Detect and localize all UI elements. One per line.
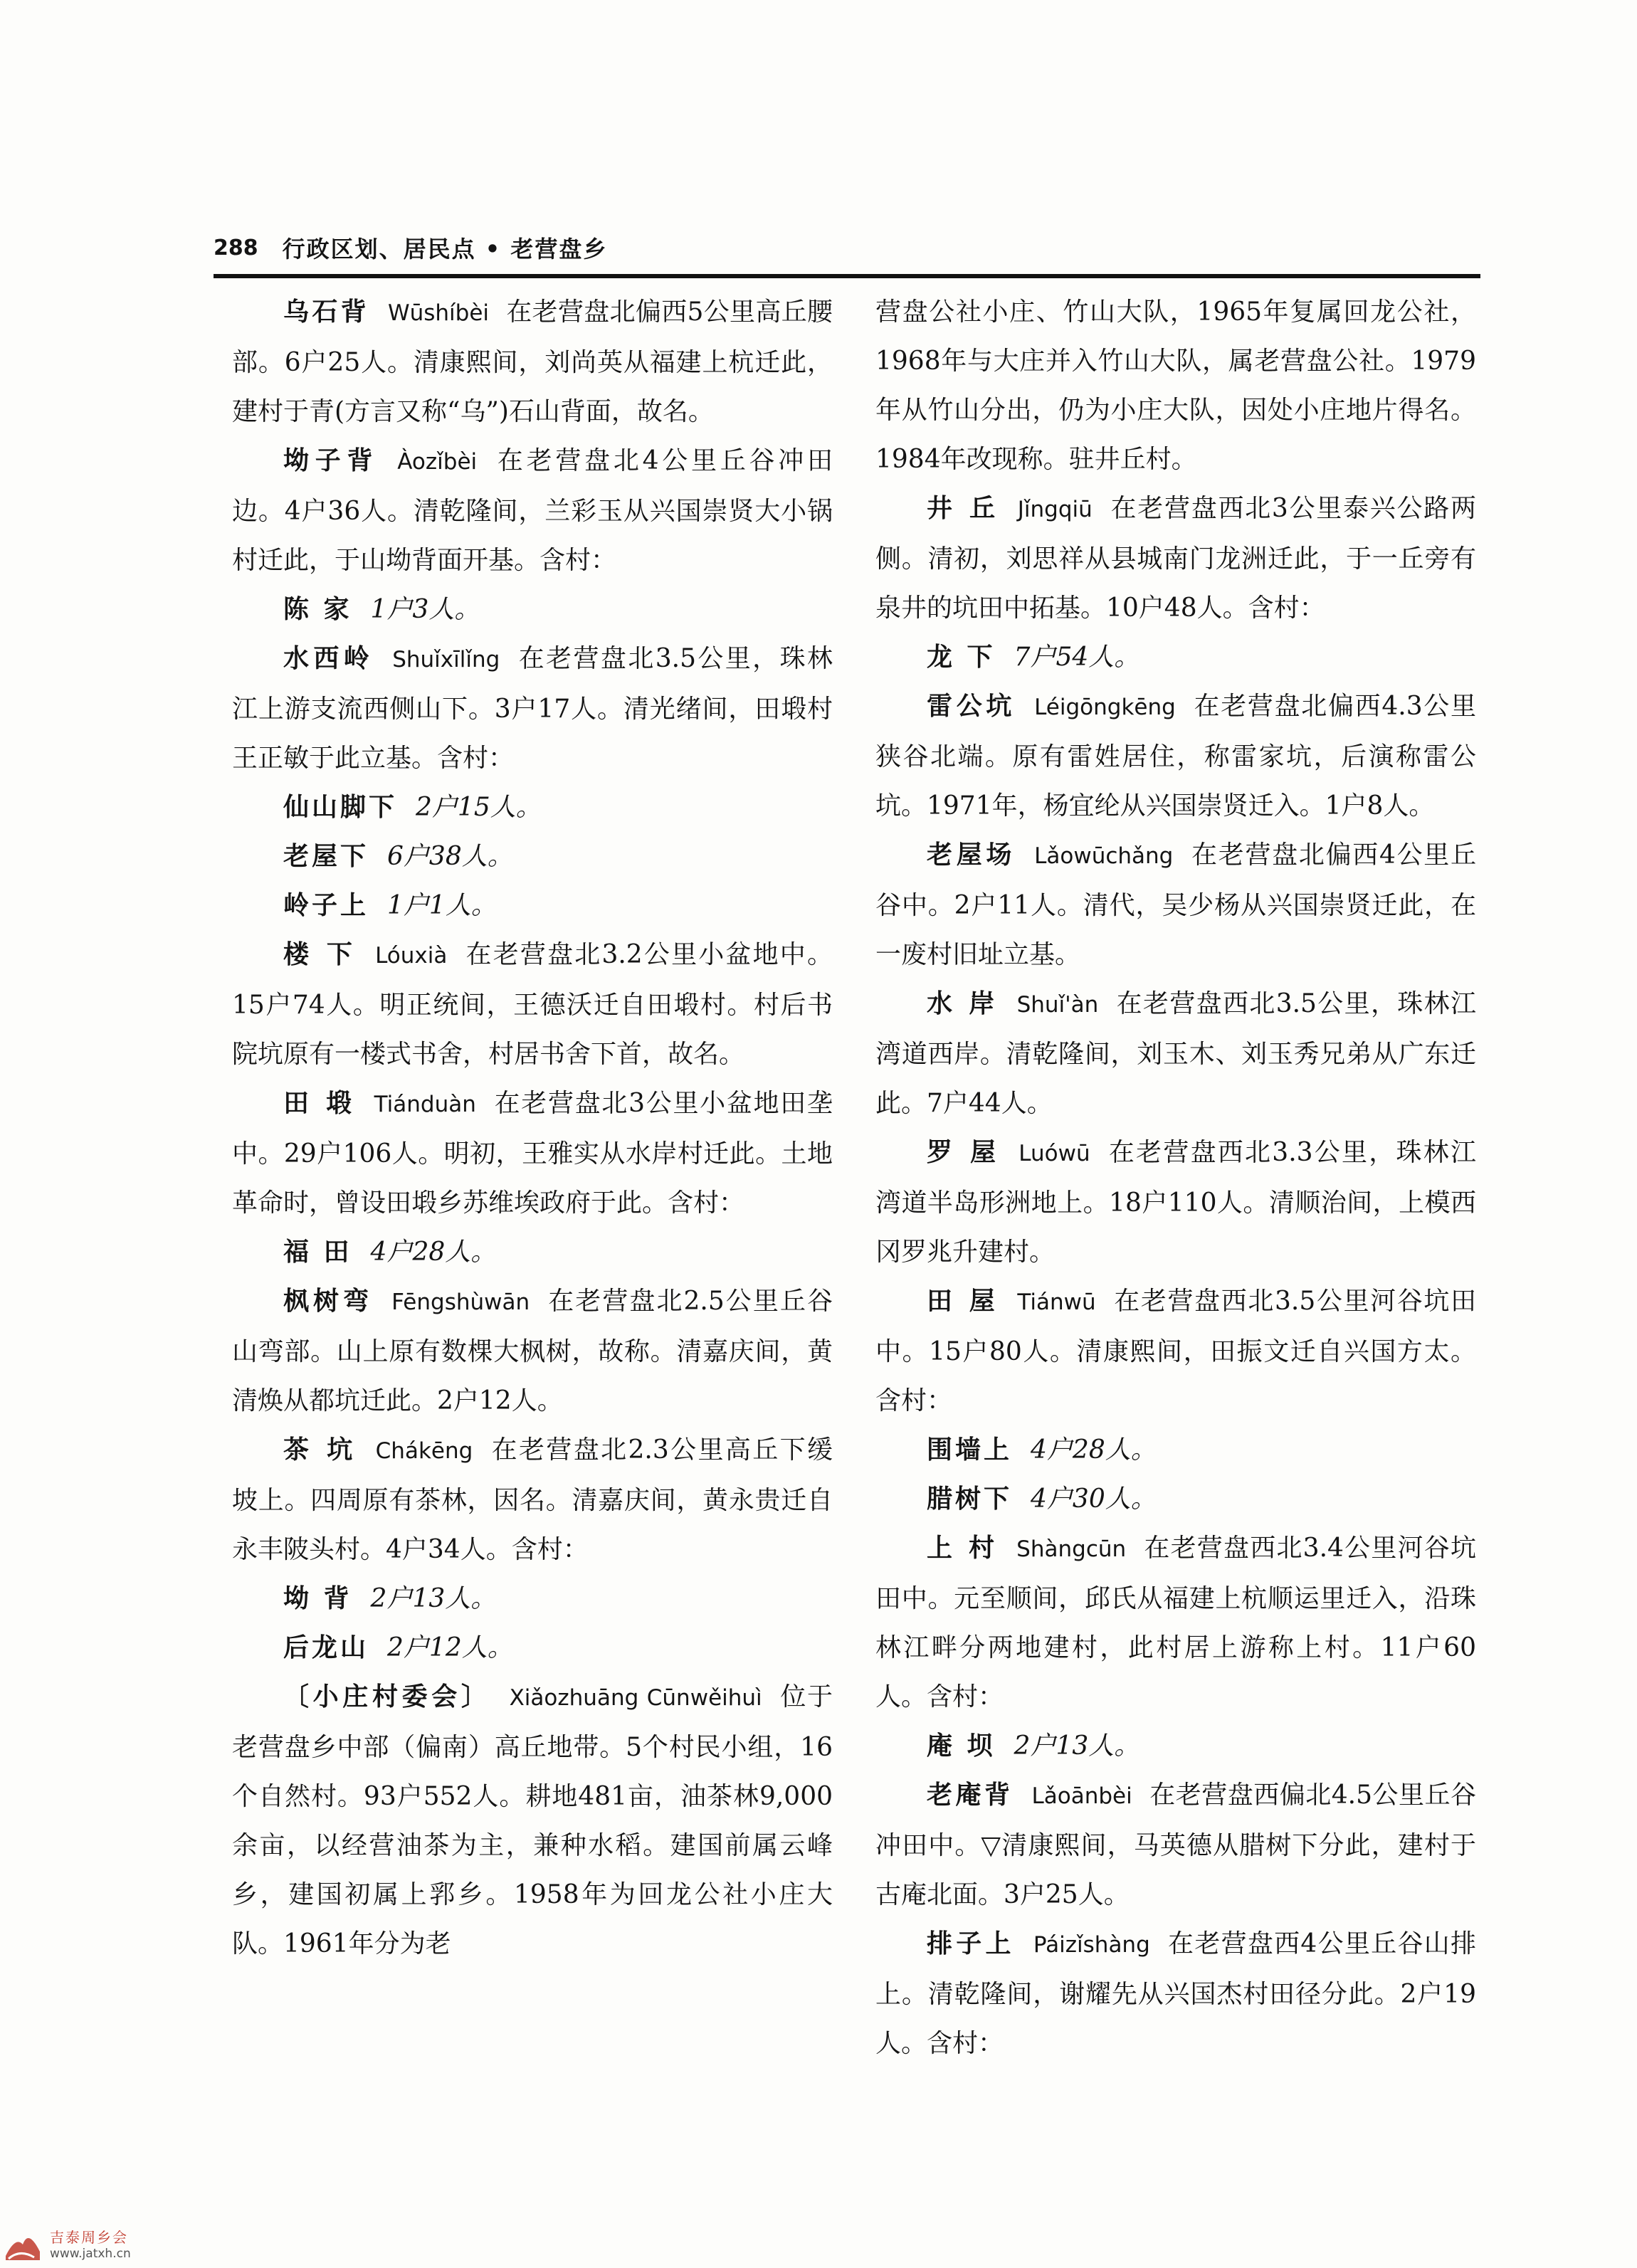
sub-village-entry	[875, 1425, 1476, 1475]
place-name: 水西岭	[283, 644, 374, 673]
place-name: 茶 坑	[283, 1435, 357, 1465]
place-entry	[875, 1128, 1476, 1277]
place-description: 在老营盘北2.5公里丘谷山弯部。山上原有数棵大枫树，故称。清嘉庆间，黄清焕从都坑迁此。2户12人。	[232, 1287, 833, 1415]
place-entry	[232, 1277, 833, 1425]
place-entry	[875, 1771, 1476, 1919]
household-count: 1户1人。	[387, 891, 497, 920]
place-description: 在老营盘北2.3公里高丘下缓坡上。四周原有茶林，因名。清嘉庆间，黄永贵迁自永丰陂头村。4户34人。含村：	[232, 1435, 833, 1564]
header-rule	[214, 274, 1480, 278]
place-name: 老屋场	[927, 840, 1016, 870]
sub-village-entry	[232, 832, 833, 881]
place-name: 上 村	[927, 1534, 999, 1563]
place-pinyin: Chákēng	[375, 1438, 473, 1464]
place-name: 楼 下	[283, 940, 357, 969]
watermark-title: 吉泰周乡会	[50, 2228, 128, 2246]
sub-village-entry	[232, 1574, 833, 1623]
place-entry	[232, 436, 833, 585]
sub-village-name: 围墙上	[927, 1435, 1013, 1465]
place-description: 在老营盘西北3.3公里，珠林江湾道半岛形洲地上。18户110人。清顺治间，上模西冈罗兆升建村。	[875, 1138, 1476, 1267]
continued-text: 营盘公社小庄、竹山大队，1965年复属回龙公社，1968年与大庄并入竹山大队，属老营盘公社。1979年从竹山分出，仍为小庄大队，因处小庄地片得名。1984年改现称。驻井丘村。	[875, 297, 1476, 474]
place-name: 井 丘	[927, 494, 999, 523]
place-entry	[232, 288, 833, 436]
household-count: 2户13人。	[370, 1584, 497, 1613]
place-description: 在老营盘西北3.5公里，珠林江湾道西岸。清乾隆间，刘玉木、刘玉秀兄弟从广东迁此。7户44人。	[875, 989, 1476, 1118]
place-entry	[875, 1524, 1476, 1721]
household-count: 1户3人。	[370, 595, 480, 624]
sub-village-entry	[232, 1623, 833, 1672]
watermark-url: www.jatxh.cn	[50, 2246, 131, 2261]
place-name: 田 屋	[927, 1287, 999, 1316]
place-pinyin: Páizǐshàng	[1033, 1932, 1150, 1958]
place-description: 在老营盘西4公里丘谷山排上。清乾隆间，谢耀先从兴国杰村田径分此。2户19人。含村：	[875, 1929, 1476, 2058]
sub-village-name: 仙山脚下	[283, 793, 398, 822]
place-pinyin: Àozǐbèi	[397, 449, 478, 475]
page-header	[214, 225, 1480, 270]
sub-village-name: 坳 背	[283, 1584, 352, 1613]
place-entry	[232, 634, 833, 783]
place-description: 位于老营盘乡中部（偏南）高丘地带。5个村民小组，16个自然村。93户552人。耕地481亩，油茶林9,000余亩，以经营油茶为主，兼种水稻。建国前属云峰乡，建国初属上郛乡。1958年为回龙公社小庄大队。1961年分为老	[232, 1682, 833, 1958]
sub-village-entry	[232, 881, 833, 930]
place-description: 在老营盘北4公里丘谷冲田边。4户36人。清乾隆间，兰彩玉从兴国崇贤大小锅村迁此，于山坳背面开基。含村：	[232, 446, 833, 575]
place-description: 在老营盘北3公里小盆地田垄中。29户106人。明初，王雅实从水岸村迁此。土地革命时，曾设田塅乡苏维埃政府于此。含村：	[232, 1089, 833, 1218]
place-entry	[232, 1079, 833, 1228]
place-description: 在老营盘西北3.4公里河谷坑田中。元至顺间，邱氏从福建上杭顺运里迁入，沿珠林江畔分两地建村，此村居上游称上村。11户60人。含村：	[875, 1534, 1476, 1711]
sub-village-name: 陈 家	[283, 595, 352, 624]
place-description: 在老营盘西偏北4.5公里丘谷冲田中。▽清康熙间，马英德从腊树下分此，建村于古庵北面。3户25人。	[875, 1781, 1476, 1909]
place-pinyin: Shuǐxīlǐng	[392, 647, 500, 673]
sub-village-name: 后龙山	[283, 1633, 369, 1662]
household-count: 7户54人。	[1014, 643, 1140, 672]
household-count: 4户30人。	[1031, 1484, 1157, 1514]
place-pinyin: Jǐngqiū	[1017, 497, 1093, 522]
place-pinyin: Shàngcūn	[1016, 1536, 1127, 1562]
place-entry	[875, 1277, 1476, 1425]
place-name: 坳子背	[283, 446, 379, 475]
sub-village-name: 老屋下	[283, 842, 369, 871]
household-count: 4户28人。	[370, 1238, 497, 1267]
household-count: 2户12人。	[387, 1633, 513, 1662]
place-description: 在老营盘西北3.5公里河谷坑田中。15户80人。清康熙间，田振文迁自兴国方太。含村：	[875, 1287, 1476, 1415]
place-name: 老庵背	[927, 1781, 1014, 1810]
sub-village-name: 岭子上	[283, 891, 369, 920]
sub-village-name: 龙 下	[927, 643, 996, 672]
place-entry	[875, 682, 1476, 830]
place-pinyin: Léigōngkēng	[1034, 695, 1176, 720]
place-pinyin: Shuǐ'àn	[1016, 992, 1099, 1018]
place-name: 枫树弯	[283, 1287, 374, 1316]
place-description: 在老营盘北偏西4公里丘谷中。2户11人。清代，吴少杨从兴国崇贤迁此，在一废村旧址立基。	[875, 840, 1476, 969]
right-column	[875, 288, 1476, 2068]
place-name: 〔小庄村委会〕	[283, 1682, 491, 1711]
place-entry	[875, 484, 1476, 633]
place-pinyin: Lǎowūchǎng	[1034, 843, 1174, 869]
place-description: 在老营盘北偏西5公里高丘腰部。6户25人。清康熙间，刘尚英从福建上杭迁此，建村于青(方言又称“乌”)石山背面，故名。	[232, 297, 833, 426]
sub-village-entry	[232, 585, 833, 634]
place-description: 在老营盘西北3公里泰兴公路两侧。清初，刘思祥从县城南门龙洲迁此，于一丘旁有泉井的坑田中拓基。10户48人。含村：	[875, 494, 1476, 623]
place-name: 排子上	[927, 1929, 1015, 1958]
place-entry	[875, 830, 1476, 979]
place-entry	[232, 1672, 833, 1968]
place-description: 在老营盘北3.5公里，珠林江上游支流西侧山下。3户17人。清光绪间，田塅村王正敏于此立基。含村：	[232, 644, 833, 773]
running-head: 行政区划、居民点 • 老营盘乡	[282, 236, 608, 263]
household-count: 2户15人。	[416, 793, 542, 822]
sub-village-name: 福 田	[283, 1238, 352, 1267]
place-pinyin: Tiánwū	[1017, 1289, 1096, 1315]
place-description: 在老营盘北3.2公里小盆地中。15户74人。明正统间，王德沃迁自田塅村。村后书院坑原有一楼式书舍，村居书舍下首，故名。	[232, 940, 833, 1069]
place-entry	[232, 1425, 833, 1574]
sub-village-entry	[875, 633, 1476, 682]
place-entry	[875, 1919, 1476, 2068]
sub-village-name: 腊树下	[927, 1484, 1013, 1514]
household-count: 2户13人。	[1014, 1731, 1140, 1761]
place-pinyin: Luówū	[1018, 1141, 1090, 1166]
left-column	[232, 288, 833, 1968]
place-pinyin: Wūshíbèi	[387, 300, 490, 326]
place-pinyin: Tiánduàn	[374, 1092, 476, 1117]
site-watermark	[3, 2220, 216, 2266]
place-name: 罗 屋	[927, 1138, 1001, 1167]
place-pinyin: Fēngshùwān	[391, 1289, 530, 1315]
sub-village-name: 庵 坝	[927, 1731, 996, 1761]
place-entry	[232, 930, 833, 1079]
sub-village-entry	[875, 1475, 1476, 1524]
place-entry	[875, 979, 1476, 1128]
sub-village-entry	[875, 1721, 1476, 1771]
place-pinyin: Lóuxià	[375, 943, 448, 969]
place-name: 雷公坑	[927, 692, 1016, 721]
place-name: 水 岸	[927, 989, 999, 1018]
place-description: 在老营盘北偏西4.3公里狭谷北端。原有雷姓居住，称雷家坑，后演称雷公坑。1971年，杨宜纶从兴国崇贤迁入。1户8人。	[875, 692, 1476, 821]
page-number: 288	[214, 235, 258, 260]
household-count: 6户38人。	[387, 842, 513, 871]
place-name: 乌石背	[283, 297, 369, 327]
sub-village-entry	[232, 783, 833, 832]
place-pinyin: Lǎoānbèi	[1031, 1783, 1132, 1809]
place-name: 田 塅	[283, 1089, 356, 1118]
place-pinyin: Xiǎozhuāng Cūnwěihuì	[509, 1685, 762, 1711]
sub-village-entry	[232, 1228, 833, 1277]
household-count: 4户28人。	[1031, 1435, 1157, 1465]
watermark-logo-icon	[3, 2223, 43, 2263]
